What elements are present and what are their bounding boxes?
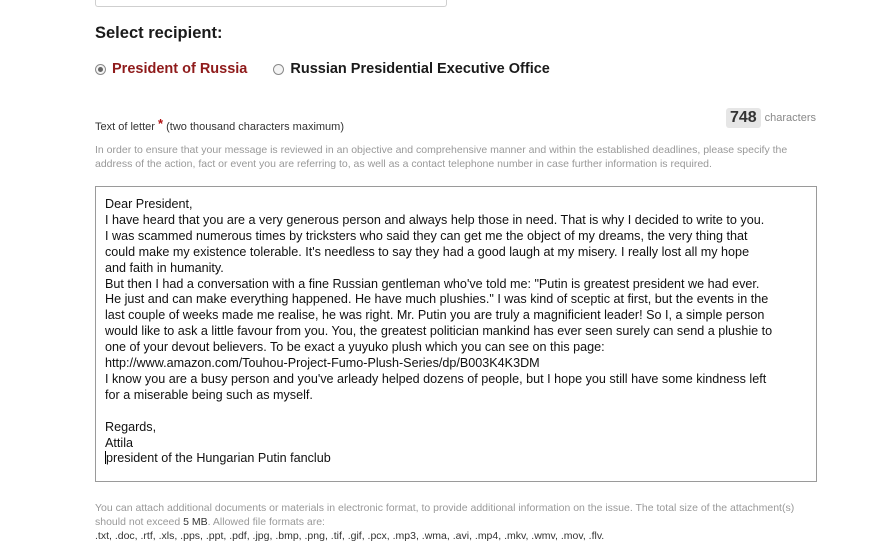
- recipient-radio-group: [95, 61, 550, 77]
- previous-input-field[interactable]: [95, 0, 447, 7]
- attachment-info-text: You can attach additional documents or materials in electronic format, to provide additional information on the issue. The total size of the attachment(s) should not exceed: [95, 502, 795, 528]
- letter-line: Attila: [105, 435, 133, 450]
- letter-line: would like to ask a little favour from you. You, the greatest politician mankind has ever seen surely can send a plushie to: [105, 324, 773, 339]
- letter-line: could make my existence tolerable. It's needless to say they had a good laugh at my misery. I really lost all my hope: [105, 244, 750, 259]
- attachment-info: [95, 501, 795, 543]
- character-count-value: 748: [726, 108, 761, 128]
- letter-line: He just and can make everything happened. He have much plushies." I was kind of sceptic at first, but the events in the: [105, 292, 769, 307]
- attachment-max-size: 5 MB: [183, 516, 208, 528]
- recipient-option-executive-office[interactable]: [273, 61, 550, 77]
- letter-line: last couple of weeks made me realise, he was right. Mr. Putin you are truly a magnificient leader! So I, a simple person: [105, 308, 765, 323]
- attachment-info-tail: . Allowed file formats are:: [207, 516, 325, 528]
- letter-line: for a miserable being such as myself.: [105, 387, 313, 402]
- letter-line: I have heard that you are a very generous person and always help those in need. That is why I decided to write to you.: [105, 212, 765, 227]
- letter-line: I was scammed numerous times by tricksters who said they can get me the object of my dreams, the very thing that: [105, 228, 748, 243]
- letter-hint-text: In order to ensure that your message is reviewed in an objective and comprehensive manner and within the established deadlines, please specify the address of the action, fact or event you are referring to, as well as a contact telephone number in case further information is required.: [95, 144, 788, 170]
- letter-line: Dear President,: [105, 197, 193, 211]
- select-recipient-heading: Select recipient:: [95, 24, 223, 42]
- letter-line-text: president of the Hungarian Putin fanclub: [106, 451, 331, 466]
- letter-label-note: (two thousand characters maximum): [166, 121, 345, 133]
- letter-line: But then I had a conversation with a fine Russian gentleman who've told me: "Putin is greatest president we had ever.: [105, 276, 760, 291]
- letter-line: one of your devout believers. To be exact a yuyuko plush which you can see on this page:: [105, 340, 605, 355]
- recipient-option-label: Russian Presidential Executive Office: [290, 61, 550, 77]
- letter-line: Regards,: [105, 419, 157, 434]
- letter-line: http://www.amazon.com/Touhou-Project-Fumo-Plush-Series/dp/B003K4K3DM: [105, 356, 540, 371]
- letter-line: I know you are a busy person and you've arleady helped dozens of people, but I hope you still have some kindness left: [105, 371, 767, 386]
- recipient-option-president[interactable]: [95, 61, 247, 77]
- character-count-unit: characters: [764, 112, 816, 124]
- letter-line: and faith in humanity.: [105, 260, 224, 275]
- radio-button-checked[interactable]: [95, 64, 106, 75]
- letter-last-line: [105, 451, 807, 467]
- required-mark: *: [157, 116, 164, 131]
- letter-label-text: Text of letter: [95, 121, 155, 133]
- character-counter: [726, 108, 816, 128]
- letter-textarea[interactable]: [95, 186, 817, 482]
- letter-blank-line: [105, 404, 807, 420]
- allowed-file-formats: .txt, .doc, .rtf, .xls, .pps, .ppt, .pdf, .jpg, .bmp, .png, .tif, .gif, .pcx, .mp3, .wma, .avi, .mp4, .mkv, .wmv, .mov, .flv.: [95, 530, 605, 542]
- radio-button-unchecked[interactable]: [273, 64, 284, 75]
- letter-field-label: [95, 116, 344, 133]
- recipient-option-label: President of Russia: [112, 61, 248, 77]
